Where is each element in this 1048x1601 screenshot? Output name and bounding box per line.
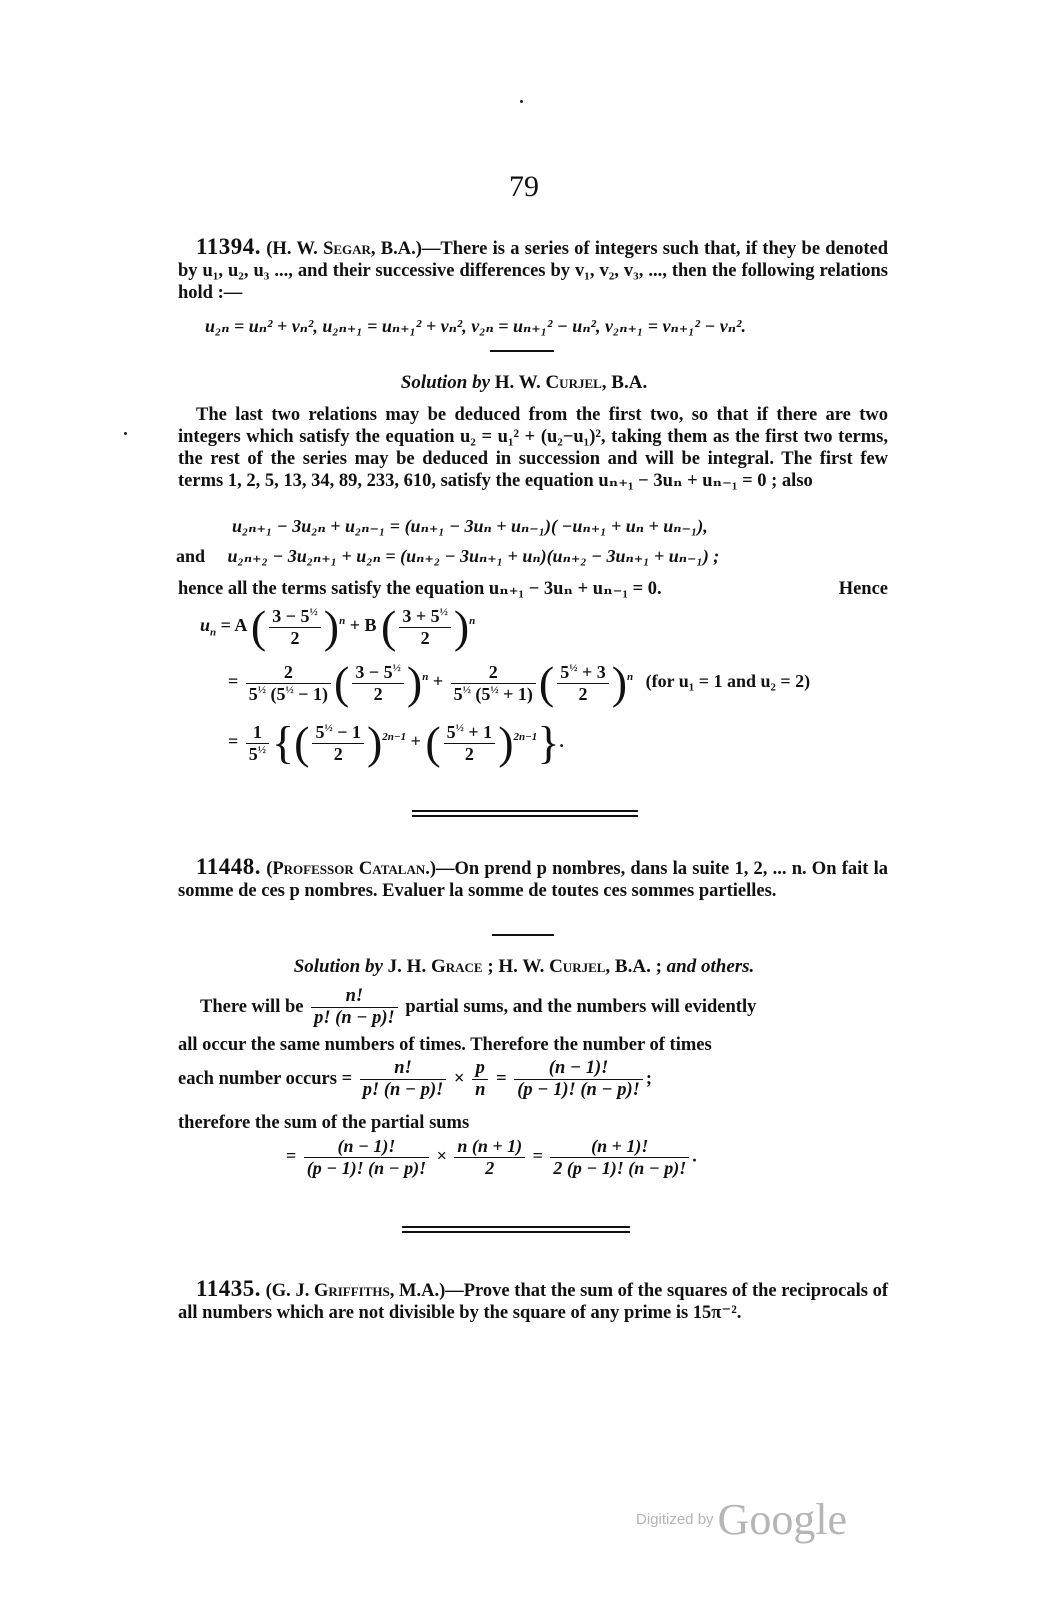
solution-others: and others.	[666, 956, 755, 977]
equation-1: u₂ₙ₊₁ − 3u₂ₙ + u₂ₙ₋₁ = (uₙ₊₁ − 3uₙ + uₙ₋₁)( −uₙ₊₁ + uₙ + uₙ₋₁),	[232, 516, 708, 536]
problem-statement	[178, 236, 888, 304]
line3-pre: each number occurs	[178, 1068, 337, 1089]
problem-11448-statement	[178, 856, 888, 902]
formula-line-1: $u_n = A$ ( $\frac{3 - 5^{\frac{1}{2}}}{2}$ )$^n$ + B ( $\frac{3 + 5^{\frac{1}{2}}}{2}$ )$^n$	[200, 601, 476, 652]
and-word: and	[176, 546, 206, 566]
problem-11435-statement	[178, 1278, 888, 1324]
line1-post: partial sums, and the numbers will evidently	[405, 996, 757, 1017]
solution-paragraph: The last two relations may be deduced from the first two, so that if there are two integers which satisfy the equation u₂ = u₁² + (u₂−u₁)², taking them as the first two terms, the rest of the series may be deduced in succession and will be integral. The first few terms 1, 2, 5, 13, 34, 89, 233, 610, satisfy the equation uₙ₊₁ − 3uₙ + uₙ₋₁ = 0 ; also	[178, 405, 888, 491]
section-divider	[402, 1226, 630, 1233]
problem-author: (H. W. Segar, B.A.)	[266, 239, 422, 259]
section-divider	[412, 810, 638, 817]
separator-rule	[490, 350, 554, 352]
formula-note: (for u₁ = 1 and u₂ = 2)	[645, 671, 811, 692]
solution-11448-line4	[178, 1112, 888, 1134]
problem-text: —On prend p nombres, dans la suite 1, 2, ... n. On fait la somme de ces p nombres. Evaluer la somme de toutes ces sommes partielles.	[178, 859, 888, 901]
solution-authors: J. H. Grace ; H. W. Curjel, B.A. ;	[387, 956, 662, 977]
page-number: 79	[509, 170, 539, 203]
problem-statement	[178, 1278, 888, 1324]
line4-text: therefore the sum of the partial sums	[178, 1113, 470, 1133]
line1-pre: There will be	[200, 996, 304, 1017]
problem-11394-statement	[178, 236, 888, 304]
separator-rule	[492, 934, 554, 936]
solution-11448-line1: There will be $\frac{n!}{p! (n - p)!}$ partial sums, and the numbers will evidently	[200, 986, 757, 1028]
problem-author: (G. J. Griffiths, M.A.)	[265, 1281, 446, 1301]
sum-formula: = $\frac{(n - 1)!}{(p - 1)! (n - p)!}$ × $\frac{n (n + 1)}{2}$ = $\frac{(n + 1)!}{2 (p - 1)! (n - p)!}$ .	[286, 1136, 697, 1178]
problem-number: 11394.	[196, 234, 261, 259]
problem-author: (Professor Catalan.)	[266, 859, 437, 879]
solution-11394-text	[178, 404, 888, 492]
problem-text: —There is a series of integers such that, if they be denoted by u₁, u₂, u₃ ..., and their successive differences by v₁, v₂, v₃, ..., then the following relations hold :—	[178, 239, 889, 303]
hence-text: hence all the terms satisfy the equation uₙ₊₁ − 3uₙ + uₙ₋₁ = 0.	[178, 579, 662, 599]
problem-statement	[178, 856, 888, 902]
solution-11448-line2	[178, 1034, 888, 1056]
solution-heading	[0, 372, 1048, 394]
formula-line-2: = $\frac{2}{5^{\frac{1}{2}} (5^{\frac{1}{2}} - 1)}$ ( $\frac{3 - 5^{\frac{1}{2}}}{2}$ )$^n$ + $\frac{2}{5^{\frac{1}{2}} (5^{\frac{1}{2}} + 1)}$ ( $\frac{5^{\frac{1}{2}} + 3}{2}$ )$^n$ (for u₁ = 1 and u₂ = 2)	[228, 657, 811, 708]
formula-line-3: = $\frac{1}{5^{\frac{1}{2}}}$ {( $\frac{5^{\frac{1}{2}} - 1}{2}$ )$^{2n-1}$ + ( $\frac{5^{\frac{1}{2}} + 1}{2}$ )$^{2n-1}$}.	[228, 717, 564, 768]
hence-line	[178, 578, 888, 600]
solution-heading	[0, 956, 1048, 978]
scan-speck	[520, 100, 523, 103]
hence-word: Hence	[838, 579, 888, 599]
equation-2: u₂ₙ₊₂ − 3u₂ₙ₊₁ + u₂ₙ = (uₙ₊₂ − 3uₙ₊₁ + uₙ)(uₙ₊₂ − 3uₙ₊₁ + uₙ₋₁) ;	[227, 546, 720, 566]
watermark-digitized-text: Digitized by	[636, 1511, 714, 1528]
problem-number: 11435.	[196, 1276, 261, 1301]
solution-author: H. W. Curjel, B.A.	[494, 372, 648, 393]
solution-label: Solution by	[400, 372, 491, 393]
problem-text: —Prove that the sum of the squares of the reciprocals of all numbers which are not divisible by the square of any prime is 15π⁻².	[178, 1281, 888, 1323]
scan-speck	[124, 432, 127, 435]
solution-11448-line3: each number occurs = $\frac{n!}{p! (n - p)!}$ × $\frac{p}{n}$ = $\frac{(n - 1)!}{(p - 1)! (n - p)!}$ ;	[178, 1058, 653, 1100]
solution-label: Solution by	[293, 956, 383, 977]
google-logo: Google	[717, 1495, 848, 1544]
problem-number: 11448.	[196, 854, 261, 879]
relations-equation: u₂ₙ = uₙ² + vₙ², u₂ₙ₊₁ = uₙ₊₁² + vₙ², v₂ₙ = uₙ₊₁² − uₙ², v₂ₙ₊₁ = vₙ₊₁² − vₙ².	[205, 316, 746, 336]
line2-text: all occur the same numbers of times. Therefore the number of times	[178, 1035, 712, 1055]
digitized-by-google-watermark	[636, 1494, 847, 1545]
